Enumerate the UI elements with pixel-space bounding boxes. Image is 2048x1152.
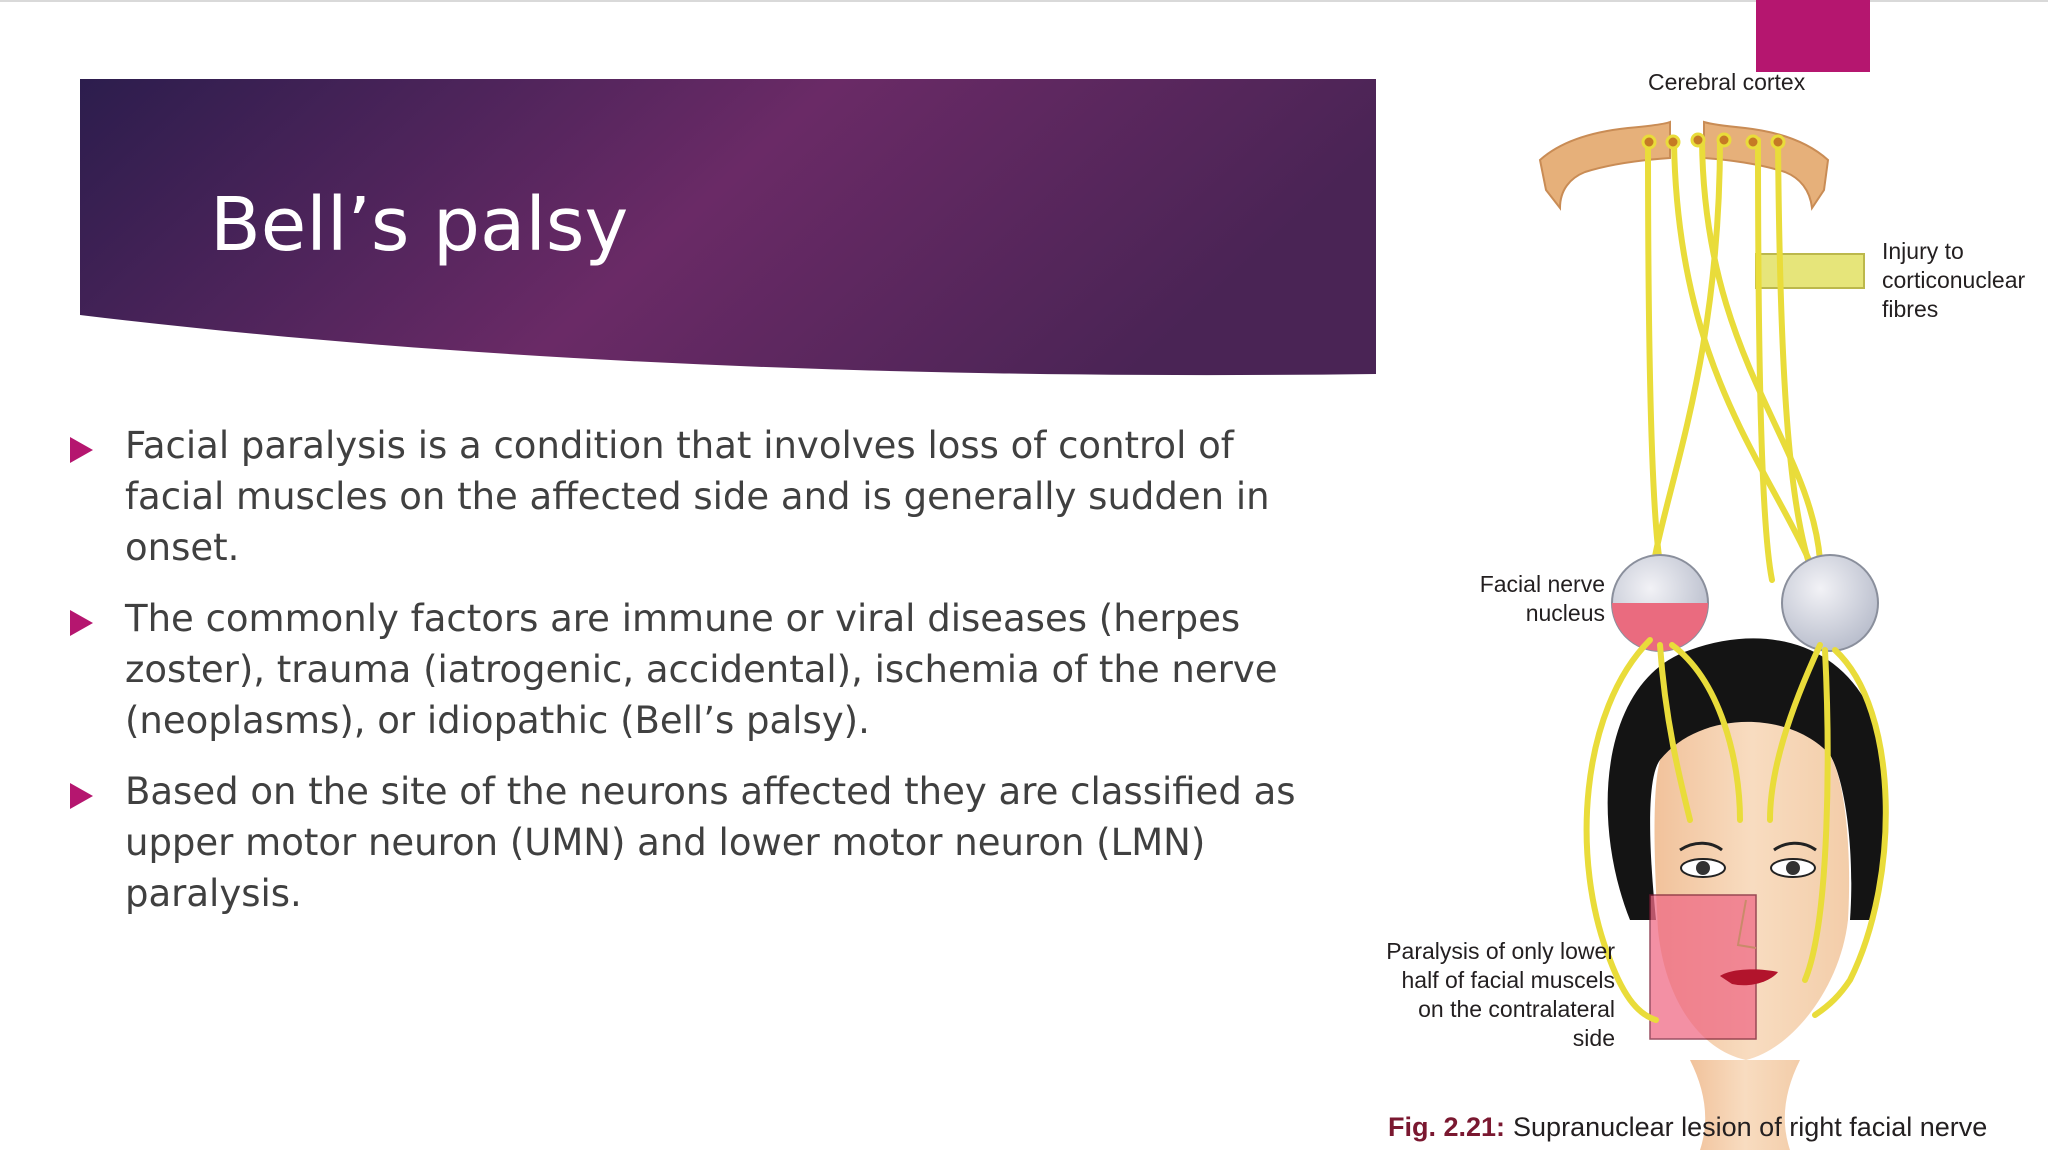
injury-label-line: Injury to [1882,238,1964,264]
triangle-right-icon [70,437,93,463]
bullet-list [68,420,1318,939]
caption-number: Fig. 2.21: [1388,1112,1506,1142]
bullet-item [68,593,1318,746]
fibre [1758,140,1772,580]
lesion-bar [1756,254,1864,288]
paralysis-label-line: on the contralateral [1418,996,1615,1022]
paralysis-label-line: side [1572,1025,1615,1051]
paralysis-label-line: Paralysis of only lower [1386,938,1615,964]
paralysis-label-line: half of facial muscels [1401,967,1615,993]
cortex-label: Cerebral cortex [1648,69,1806,95]
bullet-item [68,420,1318,573]
slide-title: Bell’s palsy [210,182,629,268]
bullet-text: Facial paralysis is a condition that involves loss of control of facial muscles on the affected side and is generally sudden in onset. [125,424,1270,569]
bullet-text: The commonly factors are immune or viral diseases (herpes zoster), trauma (iatrogenic, accidental), ischemia of the nerve (neoplasms), or idiopathic (Bell’s palsy). [125,597,1278,742]
bullet-item [68,766,1318,919]
injury-label-line: fibres [1882,296,1939,322]
bullet-text: Based on the site of the neurons affected they are classified as upper motor neuron (UMN) and lower motor neuron (LMN) paralysis. [125,770,1296,915]
fibre [1648,142,1661,570]
figure-caption [1388,1112,1987,1143]
triangle-right-icon [70,783,93,809]
nucleus-label-line: nucleus [1525,600,1605,626]
fibre [1650,140,1720,600]
paralysis-region [1650,895,1756,1039]
right-nucleus [1782,555,1878,651]
injury-label-line: corticonuclear [1882,267,2026,293]
top-rule [0,0,2048,2]
caption-text: Supranuclear lesion of right facial nerve [1513,1112,1988,1142]
nucleus-label-line: Facial nerve [1479,571,1605,597]
triangle-right-icon [70,610,93,636]
